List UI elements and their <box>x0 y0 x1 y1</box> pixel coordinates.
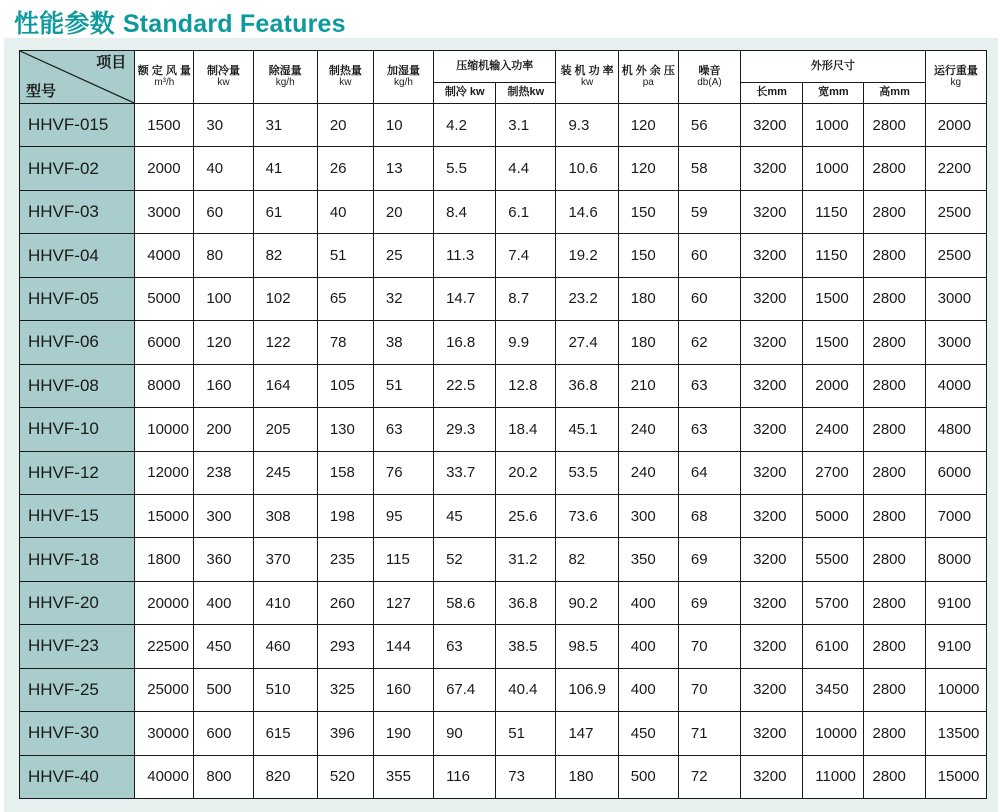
value-cell: 71 <box>678 712 740 755</box>
header-airflow: 额 定 风 量 m³/h <box>135 51 194 104</box>
value-cell: 122 <box>253 321 317 364</box>
value-cell: 3200 <box>741 321 803 364</box>
value-cell: 410 <box>253 581 317 624</box>
value-cell: 4000 <box>135 234 194 277</box>
value-cell: 3200 <box>741 538 803 581</box>
value-cell: 3200 <box>741 408 803 451</box>
value-cell: 180 <box>556 755 618 798</box>
value-cell: 10000 <box>925 668 986 711</box>
value-cell: 95 <box>373 494 433 537</box>
value-cell: 10000 <box>135 408 194 451</box>
table-row <box>20 234 987 277</box>
value-cell: 147 <box>556 712 618 755</box>
value-cell: 10 <box>373 104 433 147</box>
value-cell: 9100 <box>925 625 986 668</box>
model-cell: HHVF-08 <box>20 364 135 407</box>
value-cell: 6100 <box>803 625 864 668</box>
value-cell: 3200 <box>741 668 803 711</box>
value-cell: 400 <box>618 581 678 624</box>
value-cell: 13 <box>373 147 433 190</box>
value-cell: 360 <box>194 538 253 581</box>
table-row <box>20 190 987 233</box>
value-cell: 3200 <box>741 581 803 624</box>
value-cell: 64 <box>678 451 740 494</box>
value-cell: 20 <box>373 190 433 233</box>
value-cell: 5500 <box>803 538 864 581</box>
spec-table-body <box>20 104 987 799</box>
value-cell: 325 <box>317 668 373 711</box>
value-cell: 245 <box>253 451 317 494</box>
value-cell: 5000 <box>135 277 194 320</box>
value-cell: 62 <box>678 321 740 364</box>
value-cell: 14.7 <box>434 277 496 320</box>
value-cell: 2800 <box>864 190 925 233</box>
value-cell: 1150 <box>803 234 864 277</box>
model-cell: HHVF-18 <box>20 538 135 581</box>
value-cell: 396 <box>317 712 373 755</box>
header-compressor-power: 压缩机输入功率 <box>434 51 556 83</box>
value-cell: 350 <box>618 538 678 581</box>
value-cell: 76 <box>373 451 433 494</box>
value-cell: 500 <box>618 755 678 798</box>
table-row <box>20 321 987 364</box>
table-row <box>20 408 987 451</box>
table-row <box>20 755 987 798</box>
value-cell: 6.1 <box>496 190 556 233</box>
value-cell: 3.1 <box>496 104 556 147</box>
value-cell: 7000 <box>925 494 986 537</box>
value-cell: 3200 <box>741 494 803 537</box>
value-cell: 70 <box>678 668 740 711</box>
page-title <box>14 4 346 38</box>
value-cell: 60 <box>678 234 740 277</box>
value-cell: 4.4 <box>496 147 556 190</box>
value-cell: 8000 <box>925 538 986 581</box>
model-cell: HHVF-10 <box>20 408 135 451</box>
value-cell: 30 <box>194 104 253 147</box>
value-cell: 2800 <box>864 234 925 277</box>
value-cell: 2000 <box>925 104 986 147</box>
value-cell: 53.5 <box>556 451 618 494</box>
table-row <box>20 625 987 668</box>
value-cell: 9.3 <box>556 104 618 147</box>
value-cell: 200 <box>194 408 253 451</box>
value-cell: 73.6 <box>556 494 618 537</box>
table-row <box>20 494 987 537</box>
value-cell: 2800 <box>864 712 925 755</box>
spec-table <box>19 50 987 799</box>
value-cell: 3000 <box>925 277 986 320</box>
value-cell: 2000 <box>135 147 194 190</box>
value-cell: 36.8 <box>496 581 556 624</box>
header-height: 高mm <box>864 83 925 104</box>
value-cell: 40 <box>194 147 253 190</box>
value-cell: 63 <box>434 625 496 668</box>
value-cell: 82 <box>253 234 317 277</box>
value-cell: 2800 <box>864 581 925 624</box>
value-cell: 115 <box>373 538 433 581</box>
value-cell: 45.1 <box>556 408 618 451</box>
header-installed-power: 装 机 功 率 kw <box>556 51 618 104</box>
value-cell: 38 <box>373 321 433 364</box>
value-cell: 160 <box>373 668 433 711</box>
header-dimensions: 外形尺寸 <box>741 51 926 83</box>
header-cooling: 制冷量 kw <box>194 51 253 104</box>
value-cell: 164 <box>253 364 317 407</box>
value-cell: 15000 <box>135 494 194 537</box>
title-en: Standard Features <box>122 10 346 38</box>
value-cell: 102 <box>253 277 317 320</box>
value-cell: 31 <box>253 104 317 147</box>
header-noise: 噪音 db(A) <box>678 51 740 104</box>
value-cell: 235 <box>317 538 373 581</box>
value-cell: 19.2 <box>556 234 618 277</box>
value-cell: 160 <box>194 364 253 407</box>
value-cell: 40000 <box>135 755 194 798</box>
value-cell: 100 <box>194 277 253 320</box>
value-cell: 6000 <box>135 321 194 364</box>
model-cell: HHVF-25 <box>20 668 135 711</box>
value-cell: 180 <box>618 321 678 364</box>
header-heating: 制热量 kw <box>317 51 373 104</box>
value-cell: 240 <box>618 408 678 451</box>
value-cell: 3200 <box>741 147 803 190</box>
value-cell: 60 <box>678 277 740 320</box>
value-cell: 30000 <box>135 712 194 755</box>
value-cell: 23.2 <box>556 277 618 320</box>
value-cell: 130 <box>317 408 373 451</box>
value-cell: 105 <box>317 364 373 407</box>
value-cell: 2800 <box>864 755 925 798</box>
value-cell: 450 <box>194 625 253 668</box>
value-cell: 22500 <box>135 625 194 668</box>
value-cell: 238 <box>194 451 253 494</box>
value-cell: 3200 <box>741 755 803 798</box>
value-cell: 144 <box>373 625 433 668</box>
value-cell: 400 <box>618 625 678 668</box>
value-cell: 11000 <box>803 755 864 798</box>
value-cell: 500 <box>194 668 253 711</box>
value-cell: 370 <box>253 538 317 581</box>
header-weight: 运行重量 kg <box>925 51 986 104</box>
value-cell: 2400 <box>803 408 864 451</box>
value-cell: 158 <box>317 451 373 494</box>
header-model-label: 型号 <box>26 83 57 101</box>
value-cell: 41 <box>253 147 317 190</box>
header-compressor-heating: 制热kw <box>496 83 556 104</box>
value-cell: 80 <box>194 234 253 277</box>
value-cell: 180 <box>618 277 678 320</box>
header-humidification: 加湿量 kg/h <box>373 51 433 104</box>
value-cell: 615 <box>253 712 317 755</box>
table-row <box>20 277 987 320</box>
value-cell: 210 <box>618 364 678 407</box>
value-cell: 8.7 <box>496 277 556 320</box>
value-cell: 1150 <box>803 190 864 233</box>
value-cell: 355 <box>373 755 433 798</box>
value-cell: 10000 <box>803 712 864 755</box>
value-cell: 2800 <box>864 408 925 451</box>
table-row <box>20 668 987 711</box>
table-row <box>20 147 987 190</box>
value-cell: 800 <box>194 755 253 798</box>
value-cell: 60 <box>194 190 253 233</box>
value-cell: 22.5 <box>434 364 496 407</box>
value-cell: 90.2 <box>556 581 618 624</box>
value-cell: 29.3 <box>434 408 496 451</box>
header-compressor-cooling: 制冷 kw <box>434 83 496 104</box>
value-cell: 10.6 <box>556 147 618 190</box>
table-row <box>20 364 987 407</box>
value-cell: 3200 <box>741 712 803 755</box>
model-cell: HHVF-02 <box>20 147 135 190</box>
value-cell: 520 <box>317 755 373 798</box>
value-cell: 3200 <box>741 625 803 668</box>
value-cell: 1800 <box>135 538 194 581</box>
value-cell: 2200 <box>925 147 986 190</box>
value-cell: 45 <box>434 494 496 537</box>
value-cell: 2500 <box>925 190 986 233</box>
value-cell: 98.5 <box>556 625 618 668</box>
value-cell: 6000 <box>925 451 986 494</box>
model-cell: HHVF-23 <box>20 625 135 668</box>
value-cell: 5.5 <box>434 147 496 190</box>
header-item-label: 项目 <box>96 54 127 71</box>
value-cell: 9.9 <box>496 321 556 364</box>
value-cell: 3000 <box>925 321 986 364</box>
value-cell: 82 <box>556 538 618 581</box>
value-cell: 820 <box>253 755 317 798</box>
value-cell: 73 <box>496 755 556 798</box>
value-cell: 20.2 <box>496 451 556 494</box>
value-cell: 2800 <box>864 451 925 494</box>
value-cell: 240 <box>618 451 678 494</box>
model-cell: HHVF-15 <box>20 494 135 537</box>
table-row <box>20 538 987 581</box>
header-corner-cell <box>20 51 135 104</box>
table-row <box>20 104 987 147</box>
model-cell: HHVF-03 <box>20 190 135 233</box>
value-cell: 450 <box>618 712 678 755</box>
value-cell: 2800 <box>864 494 925 537</box>
table-row <box>20 581 987 624</box>
value-cell: 61 <box>253 190 317 233</box>
value-cell: 15000 <box>925 755 986 798</box>
value-cell: 2800 <box>864 104 925 147</box>
model-cell: HHVF-40 <box>20 755 135 798</box>
value-cell: 51 <box>317 234 373 277</box>
value-cell: 4800 <box>925 408 986 451</box>
value-cell: 70 <box>678 625 740 668</box>
value-cell: 40.4 <box>496 668 556 711</box>
value-cell: 190 <box>373 712 433 755</box>
value-cell: 2800 <box>864 625 925 668</box>
model-cell: HHVF-06 <box>20 321 135 364</box>
value-cell: 25000 <box>135 668 194 711</box>
value-cell: 31.2 <box>496 538 556 581</box>
title-cn: 性能参数 <box>14 10 115 38</box>
value-cell: 51 <box>373 364 433 407</box>
value-cell: 2800 <box>864 321 925 364</box>
value-cell: 63 <box>373 408 433 451</box>
value-cell: 9100 <box>925 581 986 624</box>
value-cell: 33.7 <box>434 451 496 494</box>
header-length: 长mm <box>741 83 803 104</box>
value-cell: 2800 <box>864 364 925 407</box>
value-cell: 3450 <box>803 668 864 711</box>
value-cell: 2500 <box>925 234 986 277</box>
value-cell: 27.4 <box>556 321 618 364</box>
value-cell: 308 <box>253 494 317 537</box>
value-cell: 8.4 <box>434 190 496 233</box>
value-cell: 72 <box>678 755 740 798</box>
model-cell: HHVF-20 <box>20 581 135 624</box>
value-cell: 51 <box>496 712 556 755</box>
value-cell: 20 <box>317 104 373 147</box>
value-cell: 106.9 <box>556 668 618 711</box>
value-cell: 3000 <box>135 190 194 233</box>
value-cell: 68 <box>678 494 740 537</box>
value-cell: 16.8 <box>434 321 496 364</box>
value-cell: 2800 <box>864 668 925 711</box>
value-cell: 12000 <box>135 451 194 494</box>
value-cell: 69 <box>678 538 740 581</box>
value-cell: 25.6 <box>496 494 556 537</box>
value-cell: 14.6 <box>556 190 618 233</box>
value-cell: 120 <box>194 321 253 364</box>
value-cell: 116 <box>434 755 496 798</box>
value-cell: 8000 <box>135 364 194 407</box>
value-cell: 3200 <box>741 190 803 233</box>
value-cell: 205 <box>253 408 317 451</box>
value-cell: 78 <box>317 321 373 364</box>
model-cell: HHVF-12 <box>20 451 135 494</box>
value-cell: 13500 <box>925 712 986 755</box>
value-cell: 58 <box>678 147 740 190</box>
table-row <box>20 451 987 494</box>
value-cell: 7.4 <box>496 234 556 277</box>
value-cell: 510 <box>253 668 317 711</box>
value-cell: 65 <box>317 277 373 320</box>
value-cell: 2800 <box>864 147 925 190</box>
value-cell: 3200 <box>741 451 803 494</box>
value-cell: 5000 <box>803 494 864 537</box>
value-cell: 120 <box>618 147 678 190</box>
value-cell: 198 <box>317 494 373 537</box>
value-cell: 4.2 <box>434 104 496 147</box>
value-cell: 56 <box>678 104 740 147</box>
value-cell: 52 <box>434 538 496 581</box>
header-external-pressure: 机 外 余 压 pa <box>618 51 678 104</box>
value-cell: 460 <box>253 625 317 668</box>
value-cell: 150 <box>618 190 678 233</box>
value-cell: 20000 <box>135 581 194 624</box>
value-cell: 63 <box>678 408 740 451</box>
value-cell: 26 <box>317 147 373 190</box>
value-cell: 5700 <box>803 581 864 624</box>
value-cell: 1500 <box>135 104 194 147</box>
value-cell: 90 <box>434 712 496 755</box>
value-cell: 4000 <box>925 364 986 407</box>
value-cell: 300 <box>618 494 678 537</box>
value-cell: 1500 <box>803 321 864 364</box>
value-cell: 260 <box>317 581 373 624</box>
value-cell: 3200 <box>741 234 803 277</box>
value-cell: 25 <box>373 234 433 277</box>
value-cell: 38.5 <box>496 625 556 668</box>
value-cell: 293 <box>317 625 373 668</box>
value-cell: 3200 <box>741 364 803 407</box>
value-cell: 63 <box>678 364 740 407</box>
value-cell: 400 <box>194 581 253 624</box>
value-cell: 32 <box>373 277 433 320</box>
value-cell: 150 <box>618 234 678 277</box>
value-cell: 2800 <box>864 277 925 320</box>
value-cell: 1000 <box>803 147 864 190</box>
model-cell: HHVF-015 <box>20 104 135 147</box>
value-cell: 3200 <box>741 104 803 147</box>
value-cell: 40 <box>317 190 373 233</box>
value-cell: 58.6 <box>434 581 496 624</box>
value-cell: 67.4 <box>434 668 496 711</box>
value-cell: 127 <box>373 581 433 624</box>
value-cell: 1500 <box>803 277 864 320</box>
value-cell: 3200 <box>741 277 803 320</box>
value-cell: 2700 <box>803 451 864 494</box>
value-cell: 2800 <box>864 538 925 581</box>
model-cell: HHVF-05 <box>20 277 135 320</box>
value-cell: 600 <box>194 712 253 755</box>
value-cell: 2000 <box>803 364 864 407</box>
model-cell: HHVF-04 <box>20 234 135 277</box>
header-width: 宽mm <box>803 83 864 104</box>
value-cell: 400 <box>618 668 678 711</box>
value-cell: 69 <box>678 581 740 624</box>
table-row <box>20 712 987 755</box>
value-cell: 11.3 <box>434 234 496 277</box>
value-cell: 59 <box>678 190 740 233</box>
value-cell: 18.4 <box>496 408 556 451</box>
value-cell: 1000 <box>803 104 864 147</box>
header-dehumidification: 除湿量 kg/h <box>253 51 317 104</box>
value-cell: 12.8 <box>496 364 556 407</box>
value-cell: 300 <box>194 494 253 537</box>
value-cell: 120 <box>618 104 678 147</box>
value-cell: 36.8 <box>556 364 618 407</box>
model-cell: HHVF-30 <box>20 712 135 755</box>
